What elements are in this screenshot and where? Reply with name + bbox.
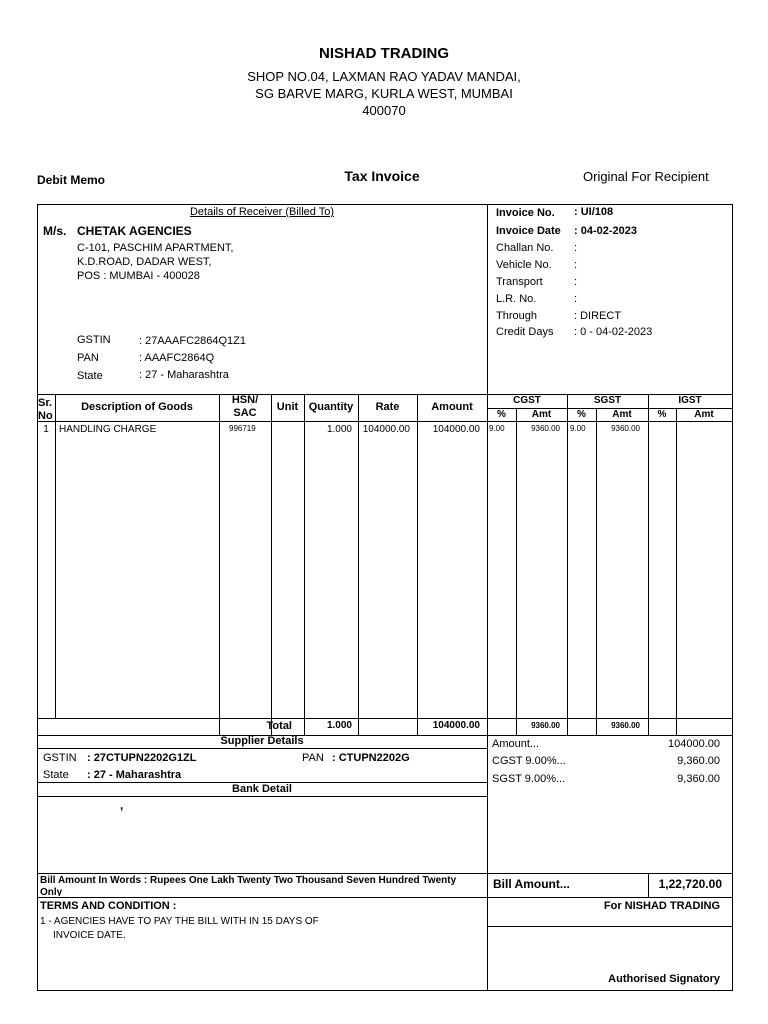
transport-label: Transport xyxy=(496,276,543,288)
terms-heading: TERMS AND CONDITION : xyxy=(40,900,177,912)
receiver-state-value: : 27 - Maharashtra xyxy=(139,369,229,381)
header-no: No xyxy=(38,410,53,422)
company-name: NISHAD TRADING xyxy=(319,45,449,62)
total-sgst-amt: 9360.00 xyxy=(611,721,640,730)
debit-memo-label: Debit Memo xyxy=(37,173,106,187)
supplier-pan-label: PAN xyxy=(302,752,324,764)
supplier-gstin-label: GSTIN xyxy=(43,752,77,764)
challan-no-label: Challan No. xyxy=(496,242,554,254)
bank-heading: Bank Detail xyxy=(232,783,292,795)
header-cgst: CGST xyxy=(513,395,541,406)
header-sgst-amt: Amt xyxy=(612,409,632,420)
header-sgst-pct: % xyxy=(577,409,586,420)
header-sr: Sr. xyxy=(38,397,53,409)
bill-amount-value: 1,22,720.00 xyxy=(658,877,722,891)
header-igst-pct: % xyxy=(657,409,667,420)
total-cgst-amt: 9360.00 xyxy=(531,721,560,730)
row-sgst-amt: 9360.00 xyxy=(611,424,640,433)
header-description: Description of Goods xyxy=(81,401,193,413)
invoice-no-value: : UI/108 xyxy=(574,206,614,218)
row-sr: 1 xyxy=(43,424,49,435)
receiver-gstin-value: : 27AAAFC2864Q1Z1 xyxy=(139,335,247,347)
header-igst-amt: Amt xyxy=(694,409,714,420)
supplier-heading: Supplier Details xyxy=(220,735,304,747)
row-rate: 104000.00 xyxy=(362,424,410,435)
invoice-no-label: Invoice No. xyxy=(496,207,555,219)
vehicle-no-label: Vehicle No. xyxy=(496,259,552,271)
row-hsn: 996719 xyxy=(229,424,256,433)
header-cgst-amt: Amt xyxy=(531,409,552,420)
company-address-line3: 400070 xyxy=(362,103,406,118)
invoice-date-label: Invoice Date xyxy=(496,225,561,237)
supplier-state-value: : 27 - Maharashtra xyxy=(87,769,182,781)
header-sgst: SGST xyxy=(593,395,622,406)
receiver-gstin-label: GSTIN xyxy=(77,334,111,346)
receiver-address-line1: C-101, PASCHIM APARTMENT, xyxy=(77,242,234,254)
ms-label: M/s. xyxy=(43,224,67,238)
amount-in-words: Bill Amount In Words : Rupees One Lakh Twenty Two Thousand Seven Hundred Twenty Only xyxy=(40,875,457,896)
summary-cgst-value: 9,360.00 xyxy=(677,755,720,767)
total-quantity: 1.000 xyxy=(326,720,352,731)
supplier-pan-value: : CTUPN2202G xyxy=(332,752,410,764)
row-description: HANDLING CHARGE xyxy=(59,424,157,435)
credit-days-label: Credit Days xyxy=(496,326,554,338)
total-label: Total xyxy=(266,720,292,732)
receiver-pan-label: PAN xyxy=(77,352,99,364)
challan-no-value: : xyxy=(574,242,578,254)
supplier-gstin-value: : 27CTUPN2202G1ZL xyxy=(87,752,197,764)
header-igst: IGST xyxy=(678,395,702,406)
through-label: Through xyxy=(496,310,537,322)
receiver-pan-value: : AAAFC2864Q xyxy=(139,352,215,364)
header-quantity: Quantity xyxy=(308,401,354,413)
receiver-address-line2: K.D.ROAD, DADAR WEST, xyxy=(77,256,212,268)
terms-line2: INVOICE DATE. xyxy=(53,930,126,941)
credit-days-value: : 0 - 04-02-2023 xyxy=(574,326,653,338)
row-sgst-pct: 9.00 xyxy=(570,424,586,433)
bill-amount-label: Bill Amount... xyxy=(493,877,570,891)
bank-detail-text: , xyxy=(120,798,124,812)
receiver-name: CHETAK AGENCIES xyxy=(77,224,192,238)
company-address-line1: SHOP NO.04, LAXMAN RAO YADAV MANDAI, xyxy=(247,69,521,84)
terms-line1: 1 - AGENCIES HAVE TO PAY THE BILL WITH IN 15 DAYS OF xyxy=(40,916,319,927)
row-cgst-pct: 9.00 xyxy=(489,424,505,433)
summary-sgst-label: SGST 9.00%... xyxy=(492,773,566,785)
original-for-recipient-label: Original For Recipient xyxy=(583,169,709,184)
lr-no-value: : xyxy=(574,293,578,305)
row-quantity: 1.000 xyxy=(326,424,352,435)
summary-amount-value: 104000.00 xyxy=(668,738,720,750)
header-unit: Unit xyxy=(276,401,299,413)
row-cgst-amt: 9360.00 xyxy=(531,424,560,433)
transport-value: : xyxy=(574,276,578,288)
total-amount: 104000.00 xyxy=(432,720,480,731)
authorised-signatory-label: Authorised Signatory xyxy=(608,973,720,985)
header-rate: Rate xyxy=(375,401,400,413)
supplier-state-label: State xyxy=(43,769,69,781)
summary-cgst-label: CGST 9.00%... xyxy=(492,755,566,767)
receiver-heading: Details of Receiver (Billed To) xyxy=(189,206,335,218)
receiver-state-label: State xyxy=(77,370,103,382)
summary-sgst-value: 9,360.00 xyxy=(677,773,720,785)
row-amount: 104000.00 xyxy=(432,424,480,435)
for-company-label: For NISHAD TRADING xyxy=(603,900,720,912)
invoice-date-value: : 04-02-2023 xyxy=(574,225,637,237)
company-address-line2: SG BARVE MARG, KURLA WEST, MUMBAI xyxy=(255,86,513,101)
doc-title: Tax Invoice xyxy=(344,168,420,184)
vehicle-no-value: : xyxy=(574,259,578,271)
header-amount: Amount xyxy=(431,401,473,413)
receiver-address-line3: POS : MUMBAI - 400028 xyxy=(77,270,200,282)
summary-amount-label: Amount... xyxy=(492,738,540,750)
lr-no-label: L.R. No. xyxy=(496,293,537,305)
through-value: : DIRECT xyxy=(574,310,622,322)
header-cgst-pct: % xyxy=(497,409,506,420)
header-hsn: HSN/ xyxy=(231,394,259,406)
header-sac: SAC xyxy=(233,407,257,419)
